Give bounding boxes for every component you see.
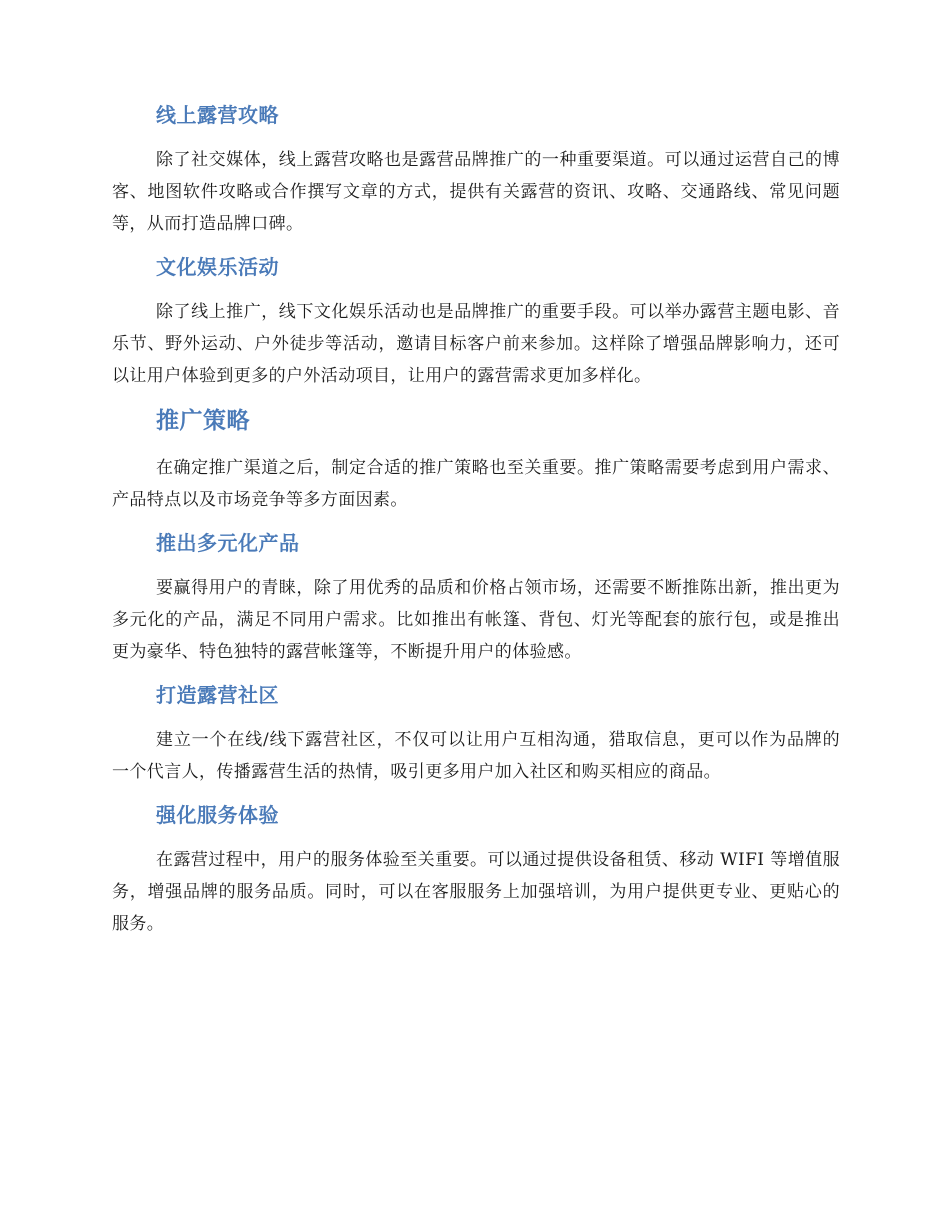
section-heading-service-experience: 强化服务体验 <box>156 803 279 827</box>
section-paragraph-cultural-entertainment: 除了线上推广，线下文化娱乐活动也是品牌推广的重要手段。可以举办露营主题电影、音乐节、野外运动、户外徒步等活动，邀请目标客户前来参加。这样除了增强品牌影响力，还可以让用户体验到更多的户外活动项目，让用户的露营需求更加多样化。 <box>112 302 840 386</box>
section-heading-diversified-products: 推出多元化产品 <box>156 531 300 555</box>
section-heading-promotion-strategy: 推广策略 <box>156 408 250 434</box>
section-paragraph-service-experience: 在露营过程中，用户的服务体验至关重要。可以通过提供设备租赁、移动 WIFI 等增值服务，增强品牌的服务品质。同时，可以在客服服务上加强培训，为用户提供更专业、更贴心的服务。 <box>112 850 840 934</box>
section-heading-camping-community: 打造露营社区 <box>156 683 279 707</box>
section-heading-online-camping-guide: 线上露营攻略 <box>156 103 279 127</box>
section-paragraph-diversified-products: 要赢得用户的青睐，除了用优秀的品质和价格占领市场，还需要不断推陈出新，推出更为多元化的产品，满足不同用户需求。比如推出有帐篷、背包、灯光等配套的旅行包，或是推出更为豪华、特色独特的露营帐篷等，不断提升用户的体验感。 <box>112 578 840 662</box>
section-heading-cultural-entertainment: 文化娱乐活动 <box>156 255 279 279</box>
section-paragraph-camping-community: 建立一个在线/线下露营社区，不仅可以让用户互相沟通，猎取信息，更可以作为品牌的一个代言人，传播露营生活的热情，吸引更多用户加入社区和购买相应的商品。 <box>112 730 840 782</box>
document-page <box>112 98 840 940</box>
section-paragraph-online-camping-guide: 除了社交媒体，线上露营攻略也是露营品牌推广的一种重要渠道。可以通过运营自己的博客、地图软件攻略或合作撰写文章的方式，提供有关露营的资讯、攻略、交通路线、常见问题等，从而打造品牌口碑。 <box>112 150 840 234</box>
section-paragraph-promotion-strategy: 在确定推广渠道之后，制定合适的推广策略也至关重要。推广策略需要考虑到用户需求、产品特点以及市场竞争等多方面因素。 <box>112 458 840 510</box>
